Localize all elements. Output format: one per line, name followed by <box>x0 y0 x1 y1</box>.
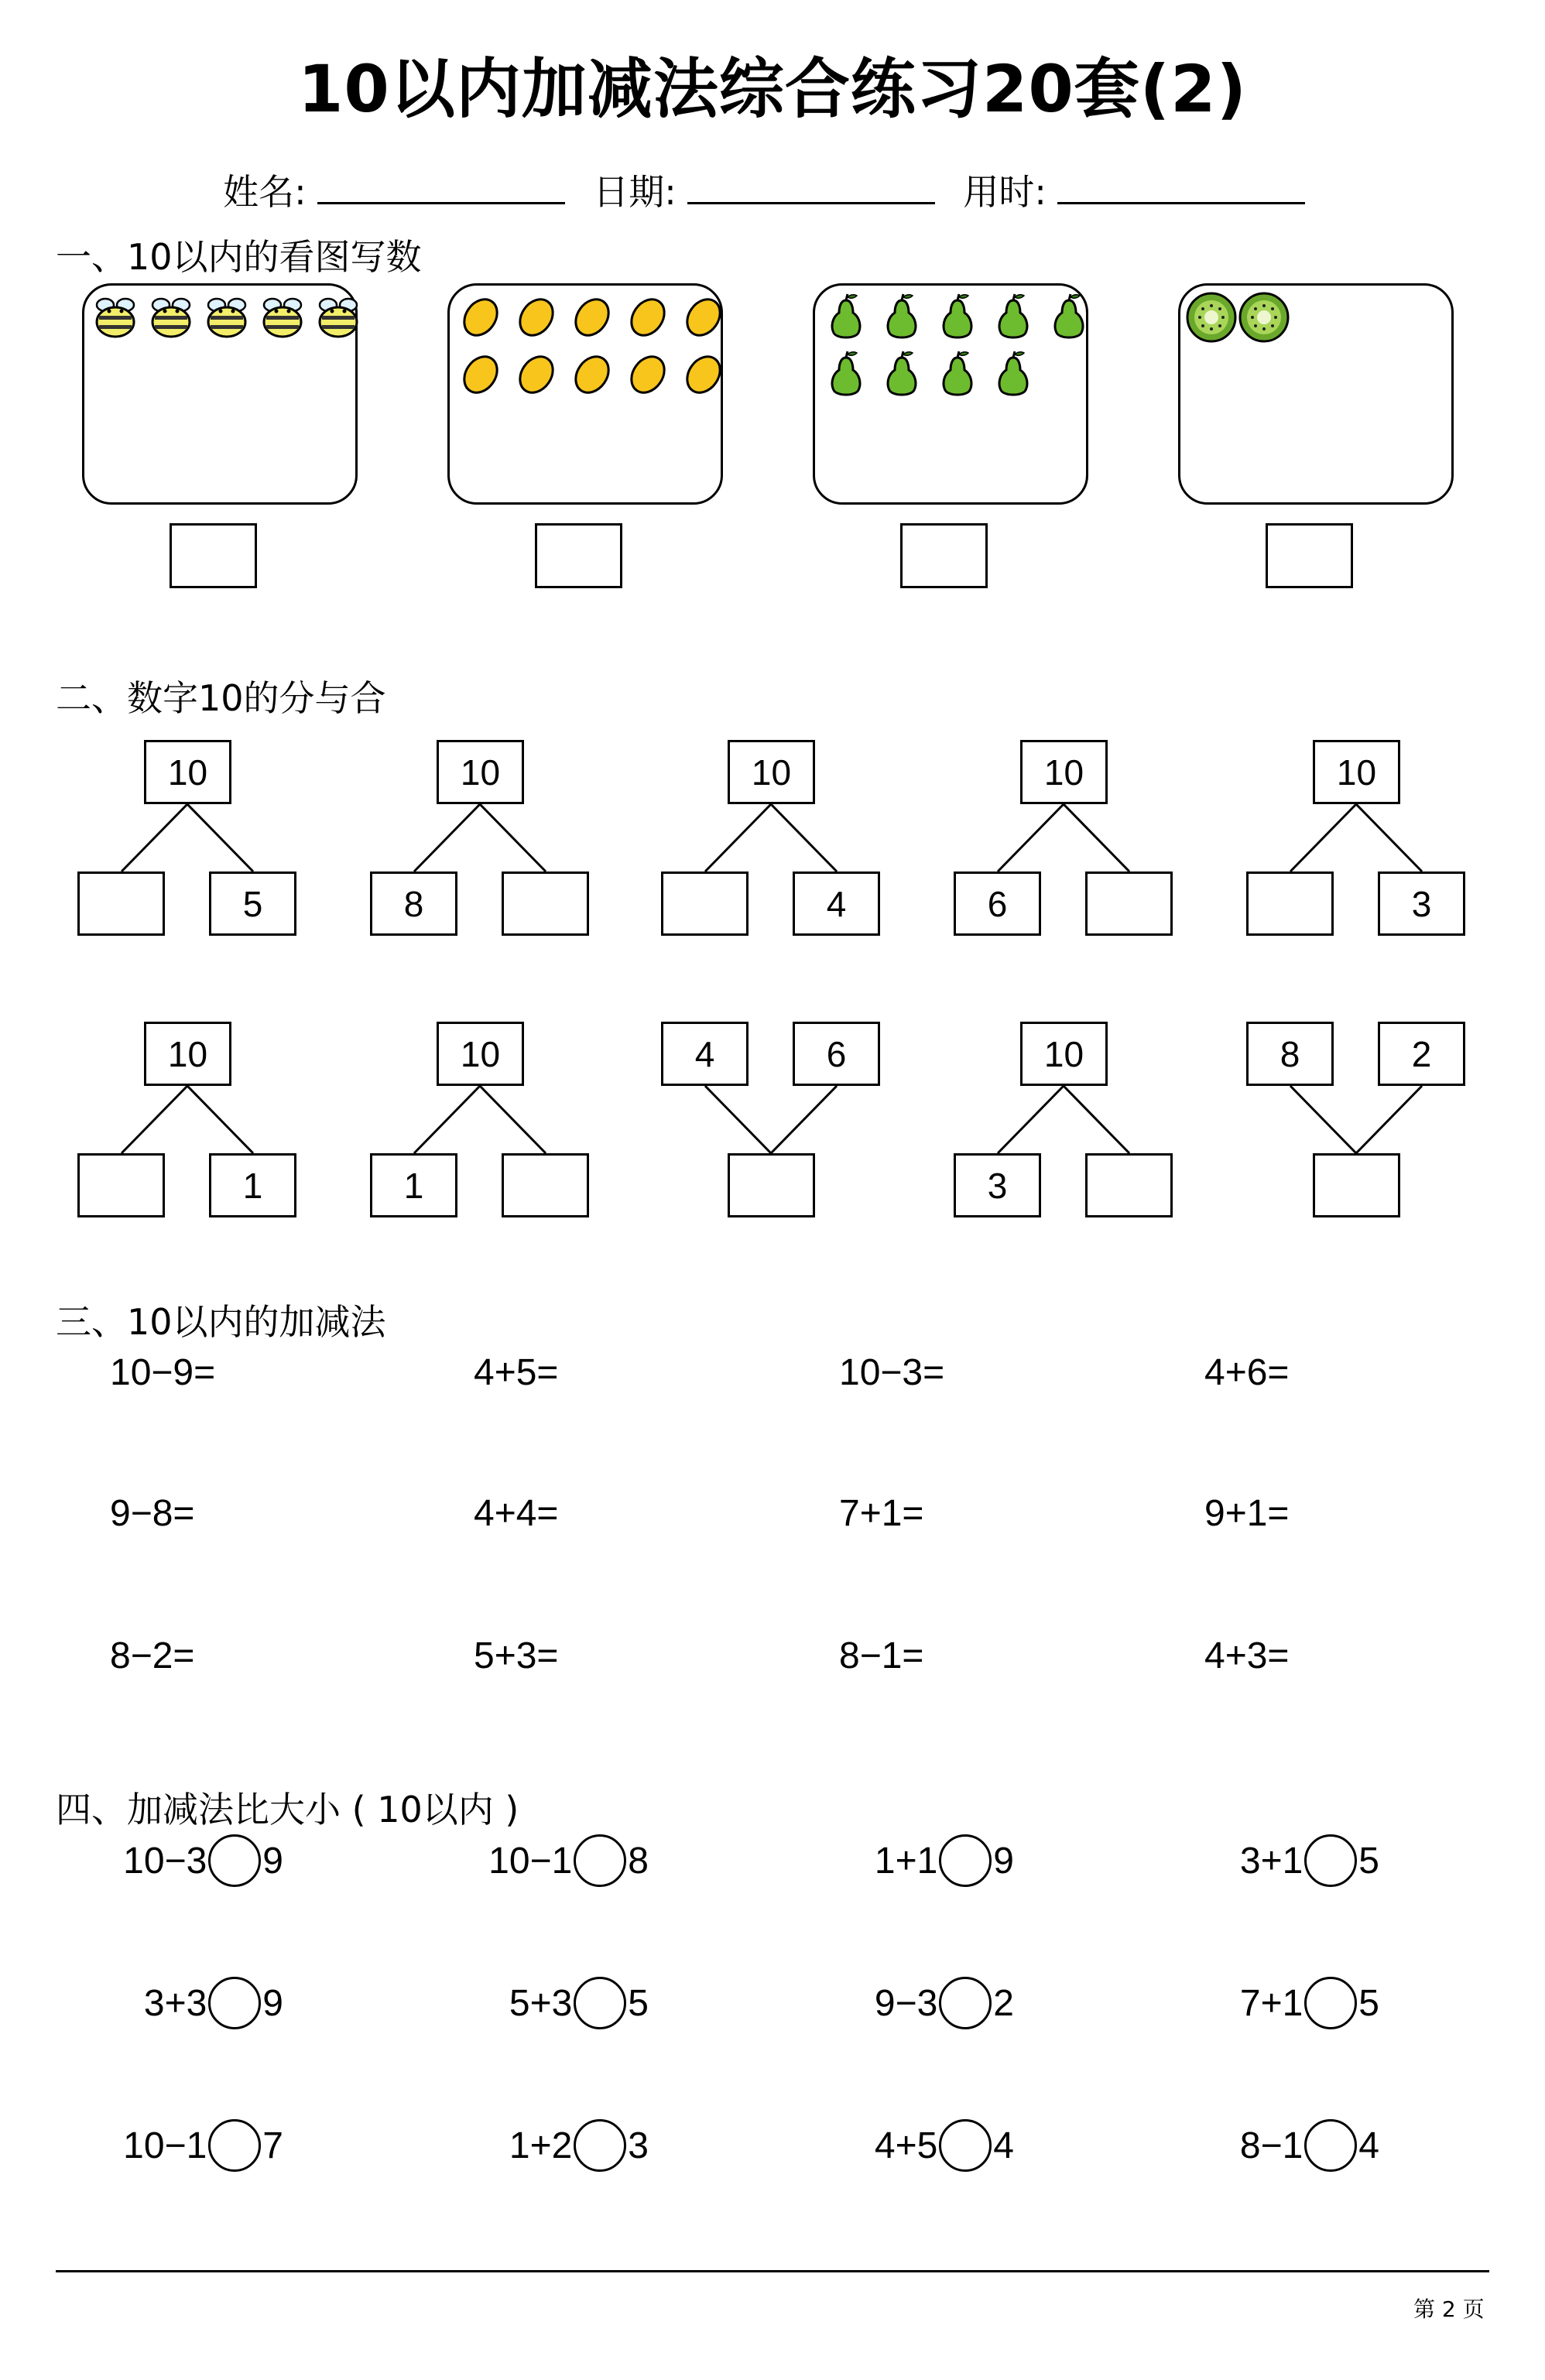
bond-line <box>122 1086 187 1153</box>
comparison-left: 8−1 <box>1239 2125 1303 2166</box>
bond-line <box>998 1086 1064 1153</box>
section-2-title: 二、数字10的分与合 <box>56 677 386 719</box>
bond-line <box>771 1086 837 1153</box>
section-3-title: 三、10以内的加减法 <box>56 1301 386 1343</box>
comparison-item <box>123 2119 283 2172</box>
bond-whole-box[interactable]: 10 <box>437 740 524 804</box>
bond-line <box>187 1086 253 1153</box>
bond-whole-box[interactable]: 10 <box>144 740 231 804</box>
comparison-item <box>1240 1834 1379 1887</box>
bond-part-box[interactable]: 4 <box>661 1022 749 1086</box>
bond-part-box[interactable]: 2 <box>1378 1022 1465 1086</box>
bond-line <box>480 804 546 872</box>
comparison-left: 1+1 <box>874 1840 938 1882</box>
comparison-circle[interactable] <box>939 1834 992 1887</box>
comparison-item <box>875 1834 1014 1887</box>
bond-line <box>705 804 771 872</box>
comparison-circle[interactable] <box>574 1834 626 1887</box>
comparison-right: 9 <box>262 1840 283 1882</box>
bond-whole-box[interactable]: 10 <box>1020 740 1108 804</box>
comparison-right: 5 <box>1358 1840 1379 1882</box>
bond-part-box[interactable]: 6 <box>954 872 1041 936</box>
comparison-right: 3 <box>628 2125 649 2166</box>
bond-part-box[interactable]: 4 <box>793 872 880 936</box>
comparison-right: 5 <box>628 1982 649 2024</box>
equation[interactable]: 4+4= <box>474 1493 559 1534</box>
bond-whole-box[interactable] <box>1313 1153 1400 1217</box>
comparison-circle[interactable] <box>208 2119 261 2172</box>
comparison-item <box>1240 1977 1379 2029</box>
equation[interactable]: 4+6= <box>1204 1352 1290 1393</box>
bond-line <box>1356 804 1422 872</box>
comparison-left: 9−3 <box>874 1982 938 2024</box>
comparison-item <box>1240 2119 1379 2172</box>
page-number: 第 2 页 <box>1413 2296 1485 2322</box>
comparison-item <box>488 1834 649 1887</box>
comparison-right: 5 <box>1358 1982 1379 2024</box>
bond-line <box>1064 804 1129 872</box>
equation[interactable]: 8−1= <box>839 1635 924 1676</box>
comparison-circle[interactable] <box>574 2119 626 2172</box>
comparison-item <box>509 1977 649 2029</box>
comparison-left: 10−1 <box>488 1840 573 1882</box>
comparison-right: 2 <box>993 1982 1014 2024</box>
comparison-item <box>123 1834 283 1887</box>
comparison-left: 7+1 <box>1239 1982 1303 2024</box>
bond-part-box[interactable]: 1 <box>370 1153 457 1217</box>
comparison-left: 10−3 <box>123 1840 207 1882</box>
page-title: 10以内加减法综合练习20套(2) <box>297 51 1248 127</box>
bond-line <box>480 1086 546 1153</box>
comparison-left: 3+1 <box>1239 1840 1303 1882</box>
bond-line <box>998 804 1064 872</box>
bond-line <box>122 804 187 872</box>
bond-part-box[interactable] <box>1085 872 1173 936</box>
bond-line <box>1290 1086 1356 1153</box>
comparison-circle[interactable] <box>1304 1977 1357 2029</box>
bond-line <box>1356 1086 1422 1153</box>
equation[interactable]: 7+1= <box>839 1493 924 1534</box>
comparison-circle[interactable] <box>939 1977 992 2029</box>
comparison-item <box>144 1977 283 2029</box>
equation[interactable]: 9+1= <box>1204 1493 1290 1534</box>
equation[interactable]: 4+3= <box>1204 1635 1290 1676</box>
bond-part-box[interactable]: 1 <box>209 1153 296 1217</box>
bond-part-box[interactable] <box>1246 872 1334 936</box>
equation[interactable]: 5+3= <box>474 1635 559 1676</box>
bond-part-box[interactable] <box>77 1153 165 1217</box>
comparison-left: 10−1 <box>123 2125 207 2166</box>
bond-line <box>1290 804 1356 872</box>
bond-whole-box[interactable]: 10 <box>437 1022 524 1086</box>
comparison-circle[interactable] <box>1304 2119 1357 2172</box>
comparison-right: 4 <box>1358 2125 1379 2166</box>
bond-whole-box[interactable] <box>728 1153 815 1217</box>
bond-part-box[interactable]: 8 <box>1246 1022 1334 1086</box>
name-label: 姓名: <box>223 171 307 213</box>
bond-part-box[interactable]: 5 <box>209 872 296 936</box>
comparison-item <box>509 2119 649 2172</box>
bond-line <box>187 804 253 872</box>
bond-whole-box[interactable]: 10 <box>1020 1022 1108 1086</box>
comparison-circle[interactable] <box>1304 1834 1357 1887</box>
bond-part-box[interactable] <box>1085 1153 1173 1217</box>
comparison-right: 9 <box>993 1840 1014 1882</box>
comparison-right: 4 <box>993 2125 1014 2166</box>
section-1-title: 一、10以内的看图写数 <box>56 236 422 278</box>
comparison-left: 3+3 <box>143 1982 207 2024</box>
bond-line <box>771 804 837 872</box>
equation[interactable]: 9−8= <box>110 1493 195 1534</box>
bond-line <box>1064 1086 1129 1153</box>
bond-part-box[interactable] <box>77 872 165 936</box>
comparison-item <box>875 2119 1014 2172</box>
bond-part-box[interactable]: 8 <box>370 872 457 936</box>
comparison-left: 4+5 <box>874 2125 938 2166</box>
footer-divider <box>56 2270 1489 2272</box>
comparison-circle[interactable] <box>208 1977 261 2029</box>
comparison-circle[interactable] <box>939 2119 992 2172</box>
equation[interactable]: 10−3= <box>839 1352 945 1393</box>
bond-whole-box[interactable]: 10 <box>1313 740 1400 804</box>
bond-part-box[interactable] <box>661 872 749 936</box>
comparison-right: 8 <box>628 1840 649 1882</box>
bond-line <box>705 1086 771 1153</box>
equation[interactable]: 4+5= <box>474 1352 559 1393</box>
bond-part-box[interactable] <box>502 1153 589 1217</box>
equation[interactable]: 10−9= <box>110 1352 216 1393</box>
comparison-right: 9 <box>262 1982 283 2024</box>
bond-line <box>414 1086 480 1153</box>
date-label: 日期: <box>593 171 677 213</box>
bond-whole-box[interactable]: 10 <box>144 1022 231 1086</box>
comparison-circle[interactable] <box>574 1977 626 2029</box>
equation[interactable]: 8−2= <box>110 1635 195 1676</box>
section-4-title: 四、加减法比大小 ( 10以内 ) <box>56 1789 519 1830</box>
comparison-item <box>875 1977 1014 2029</box>
bond-part-box[interactable] <box>502 872 589 936</box>
bond-part-box[interactable]: 3 <box>1378 872 1465 936</box>
comparison-left: 5+3 <box>509 1982 573 2024</box>
comparison-right: 7 <box>262 2125 283 2166</box>
bond-line <box>414 804 480 872</box>
comparison-left: 1+2 <box>509 2125 573 2166</box>
bond-whole-box[interactable]: 10 <box>728 740 815 804</box>
bond-part-box[interactable]: 3 <box>954 1153 1041 1217</box>
time-label: 用时: <box>963 171 1047 213</box>
bond-part-box[interactable]: 6 <box>793 1022 880 1086</box>
comparison-circle[interactable] <box>208 1834 261 1887</box>
